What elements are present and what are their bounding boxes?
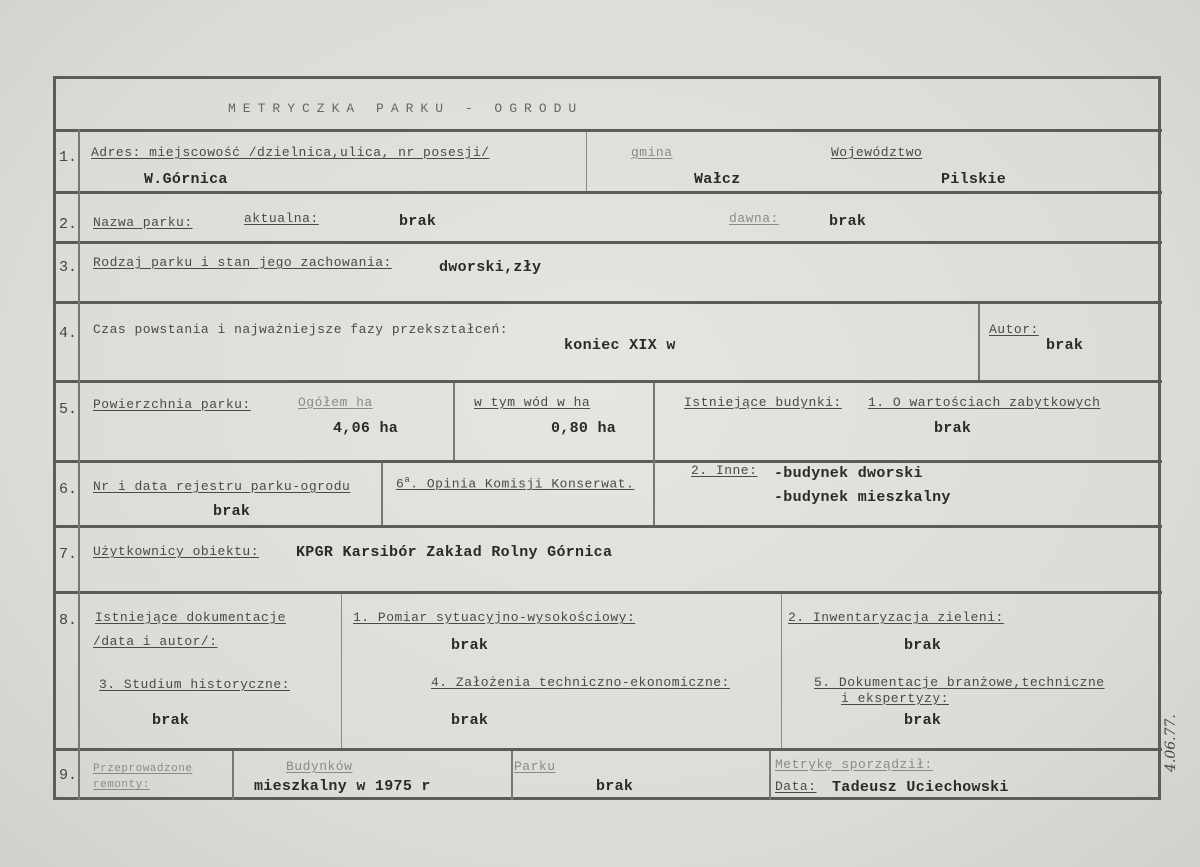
rule xyxy=(56,241,1162,244)
total-area-label: Ogółem ha xyxy=(298,395,373,410)
cell-divider xyxy=(453,383,455,460)
history-phases-label: Czas powstania i najważniejsze fazy przekształceń: xyxy=(93,322,509,337)
park-area-label: Powierzchnia parku: xyxy=(93,397,251,412)
former-name-value: brak xyxy=(829,213,867,230)
author-label: Autor: xyxy=(989,322,1039,337)
rule xyxy=(56,191,1162,194)
cell-divider xyxy=(781,594,782,748)
other-buildings-value-2: -budynek mieszkalny xyxy=(774,489,951,506)
history-phases-value: koniec XIX w xyxy=(564,337,676,354)
row-number-1: 1. xyxy=(59,149,78,166)
rule xyxy=(56,525,1162,528)
buildings-renovation-label: Budynków xyxy=(286,759,353,774)
conservation-opinion-label: 6$^a$. Opinia Komisji Konserwat. xyxy=(396,475,635,492)
existing-docs-label: Istniejące dokumentacje xyxy=(95,610,286,625)
survey-value: brak xyxy=(451,637,489,654)
register-value: brak xyxy=(213,503,251,520)
cell-divider xyxy=(769,751,771,800)
greenery-value: brak xyxy=(904,637,942,654)
branch-docs-label: 5. Dokumentacje branżowe,techniczne xyxy=(814,675,1105,690)
form-frame xyxy=(53,76,1161,800)
row-number-3: 3. xyxy=(59,259,78,276)
current-name-value: brak xyxy=(399,213,437,230)
handwritten-date: 4.06.77. xyxy=(1163,714,1179,772)
address-label: Adres: miejscowość /dzielnica,ulica, nr posesji/ xyxy=(91,145,490,160)
water-area-label: w tym wód w ha xyxy=(474,395,591,410)
park-renovation-value: brak xyxy=(596,778,634,795)
history-study-label: 3. Studium historyczne: xyxy=(99,677,290,692)
users-label: Użytkownicy obiektu: xyxy=(93,544,260,559)
renovations-label: Przeprowadzone xyxy=(93,763,193,775)
existing-buildings-label: Istniejące budynki: xyxy=(684,395,842,410)
park-type-value: dworski,zły xyxy=(439,259,542,276)
row-number-7: 7. xyxy=(59,546,78,563)
rule xyxy=(56,591,1162,594)
technical-assumptions-label: 4. Założenia techniczno-ekonomiczne: xyxy=(431,675,730,690)
cell-divider xyxy=(232,751,234,800)
water-area-value: 0,80 ha xyxy=(551,420,617,437)
rule xyxy=(56,129,1162,132)
other-buildings-value-1: -budynek dworski xyxy=(774,465,923,482)
former-name-label: dawna: xyxy=(729,211,779,226)
cell-divider xyxy=(978,304,980,380)
form-title: METRYCZKA PARKU - OGRODU xyxy=(228,101,584,116)
row-number-8: 8. xyxy=(59,612,78,629)
row-number-4: 4. xyxy=(59,325,78,342)
greenery-label: 2. Inwentaryzacja zieleni: xyxy=(788,610,1004,625)
rule xyxy=(56,380,1162,383)
cell-divider xyxy=(381,463,383,525)
branch-docs-value: brak xyxy=(904,712,942,729)
rule xyxy=(56,301,1162,304)
monument-buildings-value: brak xyxy=(934,420,972,437)
voivodeship-value: Pilskie xyxy=(941,171,1007,188)
total-area-value: 4,06 ha xyxy=(333,420,399,437)
technical-assumptions-value: brak xyxy=(451,712,489,729)
author-value: brak xyxy=(1046,337,1084,354)
prepared-by-value: Tadeusz Uciechowski xyxy=(832,779,1009,796)
rule xyxy=(56,460,1162,463)
users-value: KPGR Karsibór Zakład Rolny Górnica xyxy=(296,544,613,561)
park-type-label: Rodzaj parku i stan jego zachowania: xyxy=(93,255,392,270)
other-buildings-label: 2. Inne: xyxy=(691,463,758,478)
cell-divider xyxy=(586,132,587,191)
row-number-9: 9. xyxy=(59,767,78,784)
branch-docs-sublabel: i ekspertyzy: xyxy=(841,691,949,706)
cell-divider xyxy=(653,383,655,525)
park-renovation-label: Parku xyxy=(514,759,556,774)
park-name-label: Nazwa parku: xyxy=(93,215,193,230)
register-label: Nr i data rejestru parku-ogrodu xyxy=(93,479,351,494)
renovations-sublabel: remonty: xyxy=(93,779,150,791)
row-number-5: 5. xyxy=(59,401,78,418)
address-value: W.Górnica xyxy=(144,171,228,188)
buildings-renovation-value: mieszkalny w 1975 r xyxy=(254,778,431,795)
gmina-label: gmina xyxy=(631,145,673,160)
row-number-6: 6. xyxy=(59,481,78,498)
voivodeship-label: Województwo xyxy=(831,145,923,160)
prepared-by-label: Metrykę sporządził: xyxy=(775,757,933,772)
number-column-rule xyxy=(78,129,80,800)
monument-buildings-label: 1. O wartościach zabytkowych xyxy=(868,395,1101,410)
row-number-2: 2. xyxy=(59,216,78,233)
gmina-value: Wałcz xyxy=(694,171,741,188)
cell-divider xyxy=(341,594,342,748)
survey-label: 1. Pomiar sytuacyjno-wysokościowy: xyxy=(353,610,636,625)
history-study-value: brak xyxy=(152,712,190,729)
existing-docs-sublabel: /data i autor/: xyxy=(93,634,218,649)
date-label: Data: xyxy=(775,779,817,794)
cell-divider xyxy=(511,751,513,800)
current-name-label: aktualna: xyxy=(244,211,319,226)
rule xyxy=(56,748,1162,751)
